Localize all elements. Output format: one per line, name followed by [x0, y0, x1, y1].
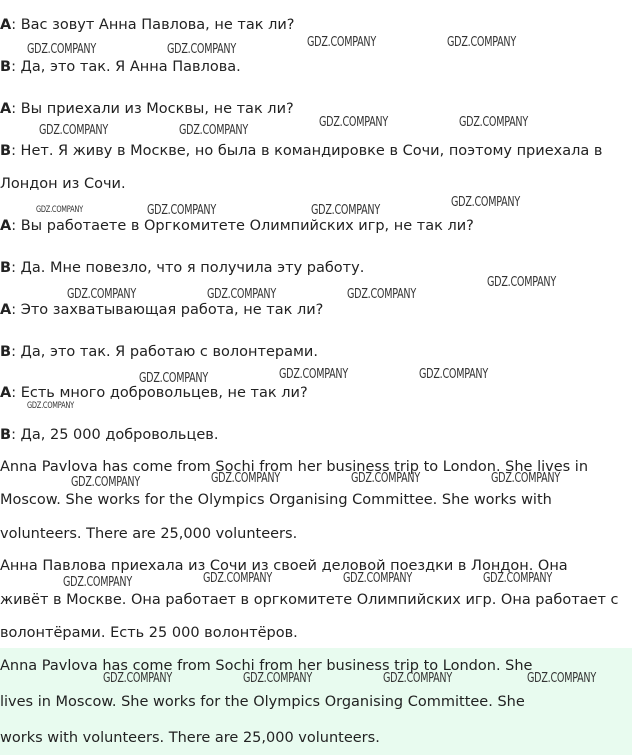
watermark-text: GDZ.COMPANY	[207, 287, 276, 302]
summary-ru-line: волонтёрами. Есть 25 000 волонтёров.	[0, 625, 298, 641]
dialogue-line: B: Да, 25 000 добровольцев.	[0, 427, 219, 443]
dialogue-line: A: Вы работаете в Оргкомитете Олимпийских игр, не так ли?	[0, 218, 474, 234]
watermark-text: GDZ.COMPANY	[419, 367, 488, 382]
watermark-text: GDZ.COMPANY	[279, 367, 348, 382]
watermark-text: GDZ.COMPANY	[347, 287, 416, 302]
watermark-text: GDZ.COMPANY	[71, 475, 140, 490]
watermark-text: GDZ.COMPANY	[319, 115, 388, 130]
dialogue-line: A: Это захватывающая работа, не так ли?	[0, 302, 324, 318]
answer-line: lives in Moscow. She works for the Olympics Organising Committee. She	[0, 694, 525, 710]
answer-line: works with volunteers. There are 25,000 volunteers.	[0, 730, 380, 746]
watermark-text: GDZ.COMPANY	[383, 671, 452, 686]
watermark-text: GDZ.COMPANY	[36, 205, 83, 215]
watermark-text: GDZ.COMPANY	[351, 471, 420, 486]
watermark-text: GDZ.COMPANY	[67, 287, 136, 302]
summary-en-line: Anna Pavlova has come from Sochi from her business trip to London. She lives in	[0, 459, 589, 475]
watermark-text: GDZ.COMPANY	[147, 203, 216, 218]
summary-ru-line: Анна Павлова приехала из Сочи из своей деловой поездки в Лондон. Она	[0, 558, 568, 574]
dialogue-line: B: Да, это так. Я Анна Павлова.	[0, 59, 241, 75]
watermark-text: GDZ.COMPANY	[451, 195, 520, 210]
watermark-text: GDZ.COMPANY	[203, 571, 272, 586]
watermark-text: GDZ.COMPANY	[39, 123, 108, 138]
watermark-text: GDZ.COMPANY	[103, 671, 172, 686]
watermark-text: GDZ.COMPANY	[483, 571, 552, 586]
watermark-text: GDZ.COMPANY	[459, 115, 528, 130]
watermark-text: GDZ.COMPANY	[311, 203, 380, 218]
dialogue-line: Лондон из Сочи.	[0, 176, 126, 192]
watermark-text: GDZ.COMPANY	[179, 123, 248, 138]
watermark-text: GDZ.COMPANY	[63, 575, 132, 590]
summary-ru-line: живёт в Москве. Она работает в оргкомитете Олимпийских игр. Она работает с	[0, 592, 619, 608]
watermark-text: GDZ.COMPANY	[27, 401, 74, 411]
watermark-text: GDZ.COMPANY	[243, 671, 312, 686]
watermark-text: GDZ.COMPANY	[343, 571, 412, 586]
dialogue-line: B: Нет. Я живу в Москве, но была в командировке в Сочи, поэтому приехала в	[0, 143, 603, 159]
summary-en-line: volunteers. There are 25,000 volunteers.	[0, 526, 298, 542]
summary-en-line: Moscow. She works for the Olympics Organising Committee. She works with	[0, 492, 552, 508]
dialogue-line: A: Есть много добровольцев, не так ли?	[0, 385, 308, 401]
dialogue-line: B: Да. Мне повезло, что я получила эту работу.	[0, 260, 365, 276]
answer-line: Anna Pavlova has come from Sochi from her business trip to London. She	[0, 658, 533, 674]
watermark-text: GDZ.COMPANY	[487, 275, 556, 290]
dialogue-line: A: Вас зовут Анна Павлова, не так ли?	[0, 17, 295, 33]
watermark-text: GDZ.COMPANY	[139, 371, 208, 386]
watermark-text: GDZ.COMPANY	[307, 35, 376, 50]
watermark-text: GDZ.COMPANY	[167, 42, 236, 57]
watermark-text: GDZ.COMPANY	[27, 42, 96, 57]
watermark-text: GDZ.COMPANY	[447, 35, 516, 50]
watermark-text: GDZ.COMPANY	[527, 671, 596, 686]
dialogue-line: B: Да, это так. Я работаю с волонтерами.	[0, 344, 318, 360]
watermark-text: GDZ.COMPANY	[211, 471, 280, 486]
watermark-text: GDZ.COMPANY	[491, 471, 560, 486]
dialogue-line: A: Вы приехали из Москвы, не так ли?	[0, 101, 294, 117]
